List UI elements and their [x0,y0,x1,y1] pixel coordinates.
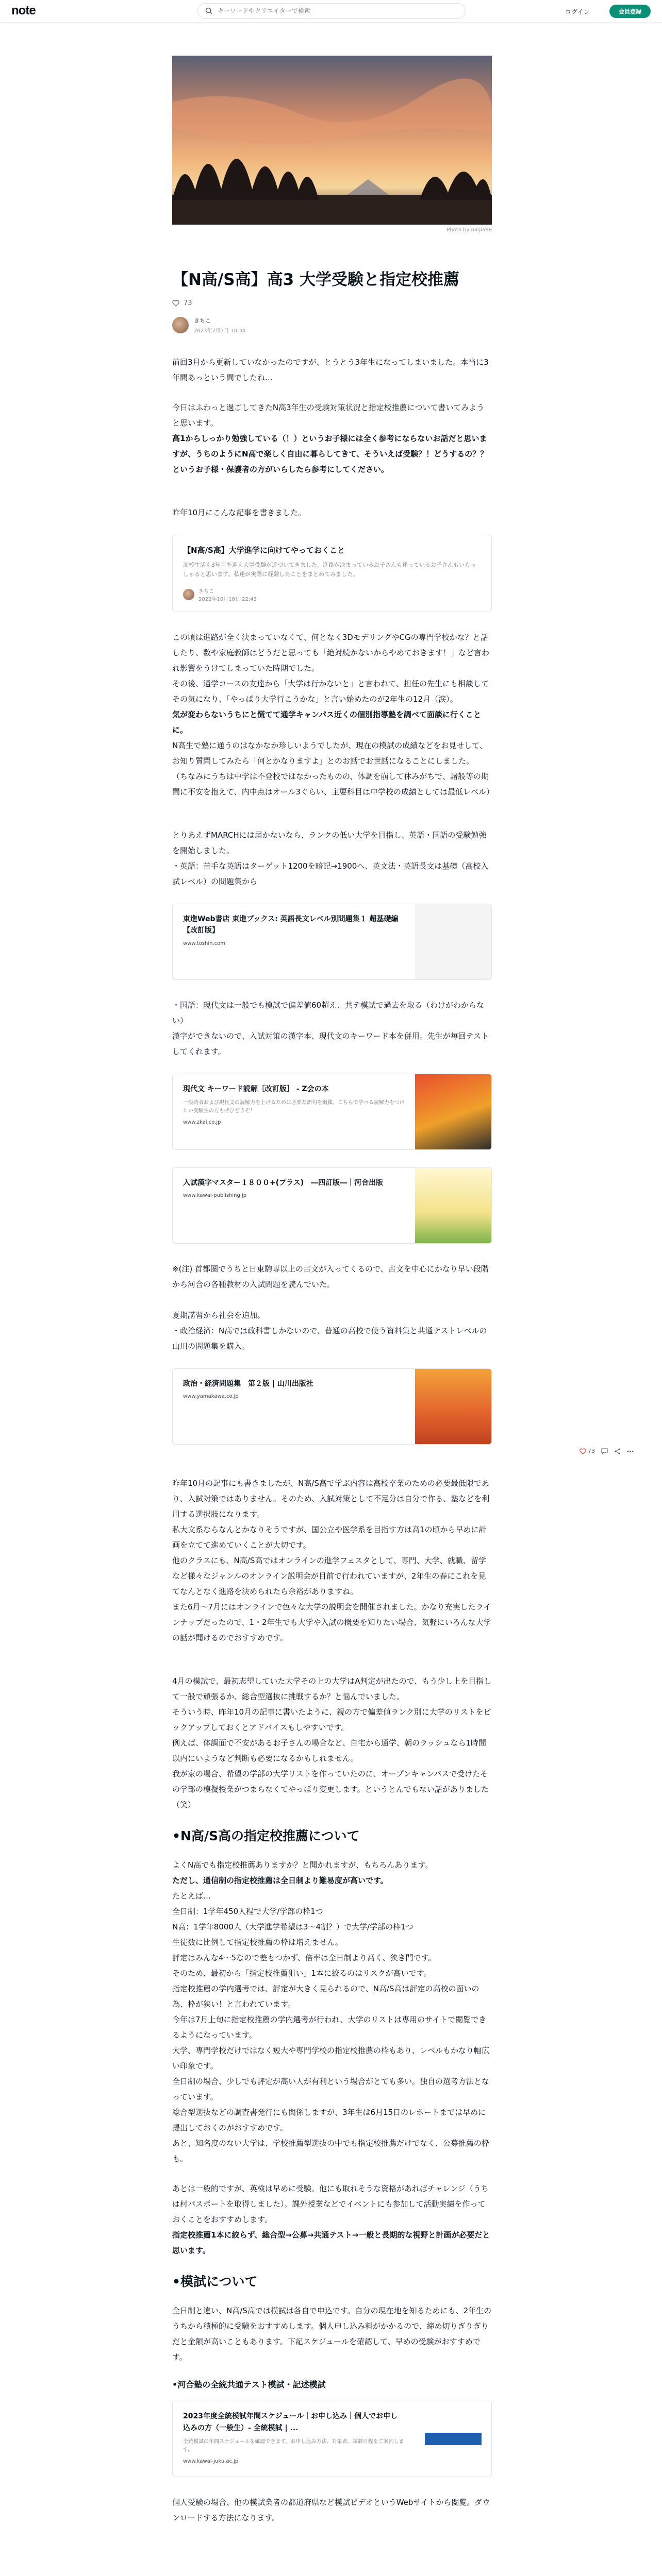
card-avatar [183,589,194,600]
avatar[interactable] [172,317,189,333]
author-block[interactable] [172,316,492,334]
external-link-card[interactable] [172,1167,492,1244]
ext-title: 現代文 キーワード読解［改訂版］ - Z会の本 [183,1084,329,1093]
ext-title: 東進Web書店 東進ブックス: 英語長文レベル別問題集１ 超基礎編【改訂版】 [183,914,399,935]
ext-thumbnail [415,1168,491,1243]
login-button[interactable]: ログイン [560,5,594,18]
ext-url: www.toshin.com [183,940,226,946]
external-link-card[interactable] [172,1074,492,1150]
paragraph: とりあえずMARCHには届かないなら、ランクの低い大学を目指し、英語・国語の受験勉強を開始しました。 ・英語：苦手な英語はターゲット1200を暗記→1900へ、英文法・英語長文は基礎（高校入試レベル）の問題集から [172,830,489,886]
side-comment[interactable] [601,1448,608,1454]
paragraph: よくN高でも指定校推薦ありますか？と聞かれますが、もちろんあります。 ただし、通信制の指定校推薦は全日制より難易度が高いです。 たとえば… 全日制：1学年450人程で大学/学部の枠1つ N高：1学年8000人（大学進学希望は3〜4割？）で大学/学部の枠1つ 生徒数に比例して指定校推薦の枠は増えません。 評定はみんな4〜5なので差もつかず、倍率は全日制より高く、狭き門です。 そのため、最初から「指定校推薦狙い」1本に絞るのはリスクが高いです。 指定校推薦の学内選考では、評定が大きく見られるので、N高/S高は評定の高校の面いの為、枠が狭い！と言われています。 今年は7月上旬に指定校推薦の学内選考が行われ、大学のリストは専用のサイトで閲覧できるようになっています。 大学、専門学校だけではなく短大や専門学校の指定校推薦の枠もあり、レベルもかなり幅広い印象です。 全日制の場合、少しでも評定が高い人が有利という場合がとても多い。独自の選考方法となっています。 総合型選抜などの調査書発行にも関係しますが、3年生は6月15日のレポートまでは早めに提出しておくのがおすすめです。 あと、知名度のない大学は、学校推薦型選抜の中でも指定校推薦だけでなく、公募推薦の枠も。 [172,1860,490,2163]
card-date: 2022年10月18日 22:43 [198,596,257,602]
more-icon [627,1450,634,1452]
paragraph: ・国語：現代文は一般でも模試で偏差値60超え、共テ模試で過去を取る（わけがわからない） 漢字ができないので、入試対策の漢字本、現代文のキーワード本を併用。先生が毎回テストしてくれます。 [172,1000,489,1056]
comment-icon [601,1448,608,1454]
card-title: 【N高/S高】大学進学に向けてやっておくこと [183,545,345,555]
paragraph: 昨年10月の記事にも書きましたが、N高/S高で学ぶ内容は高校卒業のための必要最低限であり、入試対策ではありません。そのため、入試対策として不足分は自分で作る、塾などを利用する選択肢になります。 私大文系ならなんとかなりそうですが、国公立や医学系を目指す方は高1の頃から早めに計画を立てて進めていくことが大切です。 他のクラスにも、N高/S高ではオンラインの進学フェスタとして、専門、大学、就職、留学など様々なジャンルのオンライン説明会が目前で行われていますが、2年生の春にこれを見てなんとなく進路を決められたら余裕がありますね。 また6月〜7月にはオンラインで色々な大学の説明会を開催されました。かなり充実したラインナップだったので、1・2年生でも大学や入試の概要を知りたい場合、気軽にいろんな大学の話が聞けるのでおすすめです。 [172,1478,491,1642]
search-box[interactable] [197,3,466,19]
embedded-note-card[interactable] [172,535,492,612]
hero-image [172,56,492,225]
article-title: 【N高/S高】高3 大学受験と指定校推薦 [172,270,459,289]
like-row [172,299,492,307]
section-heading: •模試について [172,2274,258,2289]
hero-credit: Photo by nagia88 [446,227,492,233]
ext-title: 2023年度全統模試年間スケジュール｜お申し込み｜個人でお申し込みの方（一般生）- 全統模試 | ... [183,2412,398,2432]
paragraph: 4月の模試で、最初志望していた大学その上の大学はA判定が出たので、もう少し上を目指して一般で頑張るか、総合型選抜に挑戦するか？と悩んでいました。 そういう時、昨年10月の記事に書いたように、親の方で偏差値ランク別に大学のリストをピックアップしておくとアドバイスもしやすいです。 例えば、体調面で不安があるお子さんの場合など、自宅から通学、朝のラッシュなら1時間以内にいようなど判断も必要になるかもしれません。 我が家の場合、希望の学部の大学リストを作っていたのに、オープンキャンパスで受けたその学部の模擬授業がつまらなくてやっぱり変更します。というとんでもない話がありました（笑） [172,1676,492,1809]
search-input[interactable] [218,7,450,14]
ext-url: www.kawai-publishing.jp [183,1193,247,1199]
card-author: きちこ [198,588,214,595]
kawai-logo-icon [422,2429,484,2449]
ext-desc: 全統模試の年間スケジュールを確認できます。お申し込み方法、対象者、試験日程をご案内します。 [183,2439,404,2453]
ext-thumbnail [415,904,491,979]
external-link-card[interactable] [172,1368,492,1445]
search-icon [205,7,212,14]
paragraph: ※(注) 首都圏でうちと日東駒専以上の古文が入ってくるので、古文を中心にかなり早い段階から河合の各種教材の入試問題を読んでいた。 夏期講習から社会を追加。 ・政治経済：N高では政科書しかないので、普通の高校で使う資料集と共通テストレベルの山川の問題集を購入。 [172,1264,489,1351]
section-heading: •N高/S高の指定校推薦について [172,1828,360,1843]
ext-url: www.zkai.co.jp [183,1120,221,1126]
external-link-card[interactable] [172,904,492,980]
paragraph: 個人受験の場合、他の模試業者の都道府県など模試ビデオというWebサイトから閲覧。ダウンロードする方法になります。 [172,2498,490,2523]
ext-desc: 一般読者および現代文の読解力を上げるために必要な語句を網羅。こちらで学べる読解力をつけたい受験生の方もぜひどうぞ！ [183,1100,405,1114]
ext-thumbnail [415,1074,491,1149]
card-desc: 高校生活も3年目を迎え大学受験が近づいてきました。進路が決まっているお子さんも迷っているお子さんもいらっしゃると思います。私達が実際に経験したことをまとめてみました。 [183,561,476,578]
note-logo[interactable]: note [11,4,36,18]
paragraph: 全日制と違い、N高/S高では模試は各自で申込です。自分の現在地を知るためにも、2年生のうちから積極的に受験をおすすめします。個人申し込み料がかかるので、締め切りぎりぎりだと金額が高いこともあります。下記スケジュールを確認して、早めの受験がおすすめです。 [172,2306,492,2362]
author-name[interactable]: きちこ [194,317,211,324]
ext-url: www.kawai-juku.ac.jp [183,2459,239,2465]
paragraph: 今日はふわっと過ごしてきたN高3年生の受験対策状況と指定校推薦について書いてみようと思います。 高1からしっかり勉強している（！）というお子様には全く参考にならないお話だと思いますが、うちのようにN高で楽しく自由に暮らしてきて、そういえば受験？！どうするの？？というお子様・保護者の方がいらしたら参考にしてください。 [172,402,488,474]
side-like[interactable]: 73 [580,1448,595,1454]
ext-thumbnail [415,1369,491,1444]
share-icon [614,1448,621,1454]
sub-heading: •河合塾の全統共通テスト模試・記述模試 [172,2379,326,2389]
side-actions [580,1448,634,1454]
post-date: 2023年7月7日 10:34 [194,328,246,334]
paragraph: 前回3月から更新していなかったのですが、とうとう3年生になってしまいました。本当に3年間あっという間でしたね… [172,357,489,382]
top-bar [0,0,662,23]
paragraph: この頃は進路が全く決まっていなくて、何となく3DモデリングやCGの専門学校かな？と話したり、数や家庭教師はどうだと思っても「絶対続かないからやめておきます！」など言われ影響をうけてしまっていた時期でした。 その後、通学コースの友達から「大学は行かないと」と言われて、担任の先生にも相談してその気になり、「やっぱり大学行こうかな」と言い始めたのが2年生の12月（涙）。 気が変わらないうちにと慌てて通学キャンパス近くの個別指導塾を調べて面談に行くことに。 N高生で塾に通うのはなかなか珍しいようでしたが、現在の模試の成績などをお見せして、お知り質問してみたら「何とかなりますよ」とのお話でお世話になることにしました。 （ちなみにうちは中学は不登校ではなかったものの、体調を崩して休みがちで、諸般等の期間に不安を抱えて、内申点はオール3ぐらい、主要科目は中学校の成績としては最低レベル） [172,632,494,796]
article [172,268,492,2540]
heart-icon [580,1448,586,1454]
ext-title: 入試漢字マスター１８００+(プラス) ―四訂版―｜河合出版 [183,1178,384,1187]
signup-button[interactable]: 会員登録 [609,5,651,18]
external-link-card[interactable] [172,2401,492,2477]
side-share[interactable] [614,1448,621,1454]
paragraph: 昨年10月にこんな記事を書きました。 [172,507,306,517]
heart-icon[interactable] [172,300,179,307]
ext-title: 政治・経済問題集 第２版 | 山川出版社 [183,1379,313,1388]
ext-thumbnail [415,2401,491,2477]
paragraph: あとは一般的ですが、英検は早めに受験。他にも取れそうな資格があればチャレンジ（うちは村パスポートを取得しました）。課外授業などでイベントにも参加して活動実績を作っておくことをおすすめします。 指定校推薦1本に絞らず、総合型→公募→共通テスト→一般と長期的な視野と計画が必要だと思います。 [172,2183,490,2255]
ext-url: www.yamakawa.co.jp [183,1394,239,1400]
like-count: 73 [184,299,192,307]
side-more[interactable] [627,1450,634,1452]
